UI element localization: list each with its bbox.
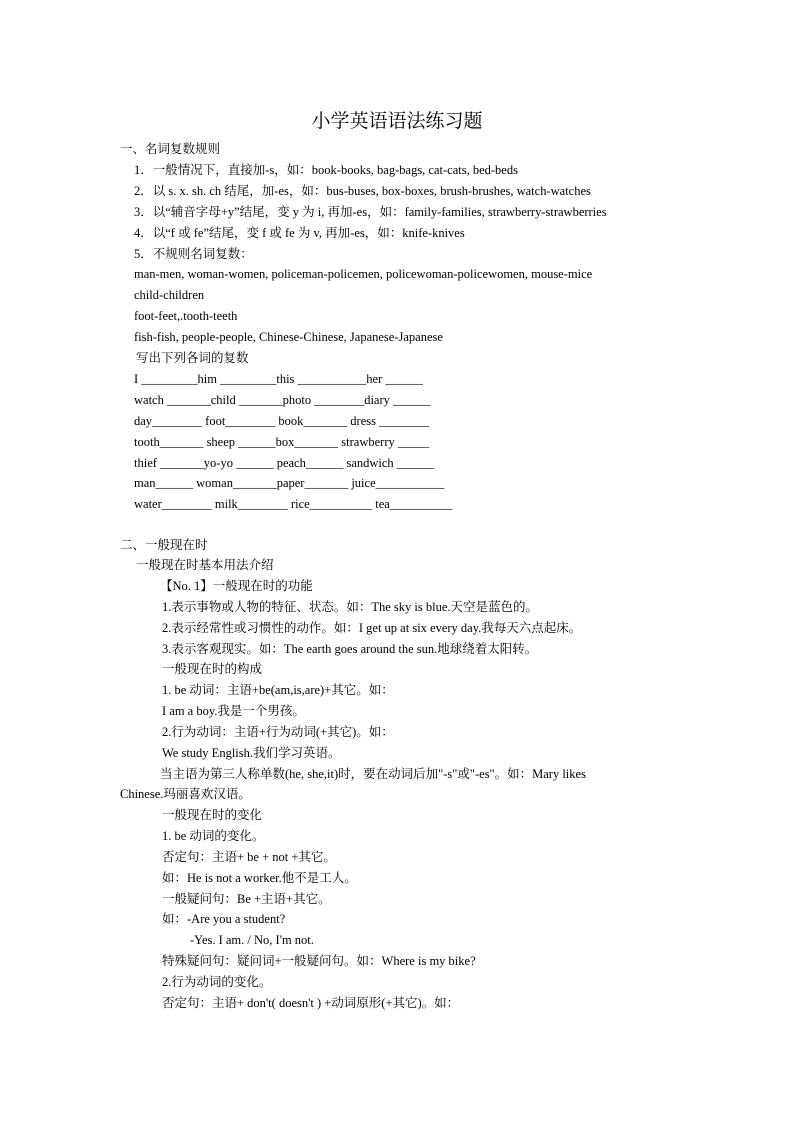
section2-line: 否定句：主语+ don't( doesn't ) +动词原形(+其它)。如：: [162, 996, 460, 1010]
rule-1: 1．一般情况下，直接加-s，如：book-books, bag-bags, cat-cats, bed-beds: [134, 163, 518, 177]
section2-line: 特殊疑问句：疑问词+一般疑问句。如：Where is my bike?: [162, 954, 476, 968]
section2-line: 一般疑问句：Be +主语+其它。: [162, 892, 331, 906]
section2-line: 2.行为动词的变化。: [162, 975, 272, 989]
exercise-heading: 写出下列各词的复数: [136, 351, 249, 365]
section2-line: 1.表示事物或人物的特征、状态。如：The sky is blue.天空是蓝色的。: [162, 600, 539, 614]
irregular-line-4: fish-fish, people-people, Chinese-Chinese, Japanese-Japanese: [134, 330, 443, 344]
exercise-line-2: watch _______child _______photo ________diary ______: [134, 393, 431, 407]
section2-line: I am a boy.我是一个男孩。: [162, 704, 305, 718]
section2-line: 一般现在时的构成: [162, 662, 263, 676]
section2-line: 1. be 动词：主语+be(am,is,are)+其它。如：: [162, 683, 394, 697]
exercise-line-1: I _________him _________this ___________her ______: [134, 372, 423, 386]
section2-line: 【No. 1】一般现在时的功能: [160, 579, 313, 593]
rule-2: 2．以 s. x. sh. ch 结尾，加-es，如：bus-buses, box-boxes, brush-brushes, watch-watches: [134, 184, 591, 198]
rule-4: 4．以“f 或 fe”结尾，变 f 或 fe 为 v, 再加-es，如：knife-knives: [134, 226, 465, 240]
rule-5: 5．不规则名词复数：: [134, 247, 253, 261]
exercise-line-3: day________ foot________ book_______ dress ________: [134, 414, 430, 428]
section2-line: 一般现在时的变化: [162, 808, 263, 822]
section2-line: 否定句：主语+ be + not +其它。: [162, 850, 336, 864]
section2-line: 如：He is not a worker.他不是工人。: [162, 871, 357, 885]
section1-heading: 一、名词复数规则: [120, 142, 221, 156]
section2-line: 当主语为第三人称单数(he, she,it)时，要在动词后加"-s"或"-es"。如：Mary likes: [160, 767, 586, 781]
exercise-line-4: tooth_______ sheep ______box_______ strawberry _____: [134, 435, 430, 449]
irregular-line-3: foot-feet,.tooth-teeth: [134, 309, 238, 323]
section2-line: We study English.我们学习英语。: [162, 746, 341, 760]
section2-line: 1. be 动词的变化。: [162, 829, 265, 843]
section2-line: Chinese.玛丽喜欢汉语。: [120, 787, 251, 801]
section2-heading: 二、一般现在时: [120, 538, 208, 552]
exercise-line-6: man______ woman_______paper_______ juice___________: [134, 476, 445, 490]
irregular-line-1: man-men, woman-women, policeman-policemen, policewoman-policewomen, mouse-mice: [134, 267, 593, 281]
section2-intro: 一般现在时基本用法介绍: [136, 558, 274, 572]
section2-line: 2.行为动词：主语+行为动词(+其它)。如：: [162, 725, 394, 739]
section2-line: 如：-Are you a student?: [162, 912, 286, 926]
section2-line: 2.表示经常性或习惯性的动作。如：I get up at six every day.我每天六点起床。: [162, 621, 582, 635]
section2-line: -Yes. I am. / No, I'm not.: [190, 933, 314, 947]
document-title: 小学英语语法练习题: [311, 111, 483, 132]
irregular-line-2: child-children: [134, 288, 205, 302]
rule-3: 3．以“辅音字母+y”结尾，变 y 为 i, 再加-es，如：family-families, strawberry-strawberries: [134, 205, 607, 219]
exercise-line-5: thief _______yo-yo ______ peach______ sandwich ______: [134, 456, 435, 470]
section2-line: 3.表示客观现实。如：The earth goes around the sun.地球绕着太阳转。: [162, 642, 538, 656]
exercise-line-7: water________ milk________ rice__________ tea__________: [134, 497, 453, 511]
